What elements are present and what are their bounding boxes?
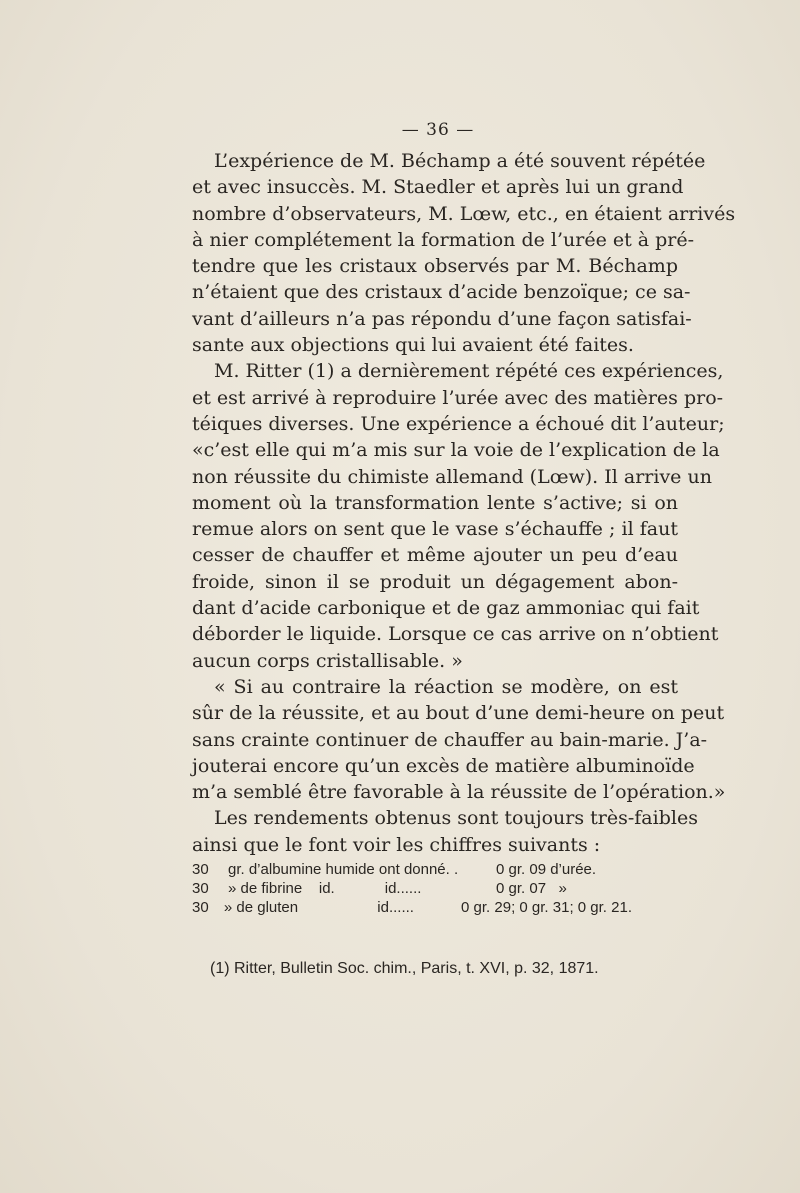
text-line: jouterai encore qu’un excès de matière albuminoïde (192, 754, 695, 777)
text-line: aucun corps cristallisable. » (192, 649, 463, 672)
table-cell-result: 0 gr. 09 d’urée. (496, 861, 597, 878)
table-cell-desc: gr. d’albumine humide ont donné. . (228, 861, 459, 878)
paragraph-2 (192, 358, 725, 674)
text-line: déborder le liquide. Lorsque ce cas arrive on n’obtient (192, 623, 719, 646)
text-line: non réussite du chimiste allemand (Lœw). Il arrive un (192, 465, 712, 488)
paragraph-4 (192, 805, 698, 858)
table-cell-qty: 30 (192, 880, 209, 897)
footnote: (1) Ritter, Bulletin Soc. chim., Paris, t. XVI, p. 32, 1871. (210, 960, 599, 977)
table-cell-result: 0 gr. 29; 0 gr. 31; 0 gr. 21. (461, 899, 632, 916)
text-line: cesser de chauffer et même ajouter un peu d’eau (192, 544, 678, 567)
table-row (192, 860, 632, 879)
text-line: ainsi que le font voir les chiffres suivants : (192, 833, 601, 856)
text-line: « Si au contraire la réaction se modère, on est (214, 675, 678, 698)
text-line: tendre que les cristaux observés par M. Béchamp (192, 255, 678, 278)
table-row (192, 879, 632, 898)
text-line: moment où la transformation lente s’active; si on (192, 491, 678, 514)
table-cell-qty: 30 (192, 861, 209, 878)
text-line: téiques diverses. Une expérience a échoué dit l’auteur; (192, 412, 725, 435)
text-line: sûr de la réussite, et au bout d’une demi-heure on peut (192, 702, 725, 725)
page-number: — 36 — (401, 120, 475, 140)
text-line: et est arrivé à reproduire l’urée avec des matières pro- (192, 386, 724, 409)
yield-table (192, 860, 632, 917)
table-cell-result: 0 gr. 07 » (496, 880, 567, 897)
table-cell-qty: 30 (192, 899, 209, 916)
text-line: Les rendements obtenus sont toujours très-faibles (214, 807, 698, 830)
text-line: n’étaient que des cristaux d’acide benzoïque; ce sa- (192, 281, 691, 304)
paragraph-3 (192, 674, 726, 805)
text-line: remue alors on sent que le vase s’échauffe ; il faut (192, 518, 678, 541)
text-line: m’a semblé être favorable à la réussite de l’opération.» (192, 781, 726, 804)
text-line: froide, sinon il se produit un dégagement abon- (192, 570, 678, 593)
paragraph-1 (192, 148, 736, 358)
text-line: dant d’acide carbonique et de gaz ammoniac qui fait (192, 597, 700, 620)
text-line: «c’est elle qui m’a mis sur la voie de l’explication de la (192, 439, 720, 462)
text-line: nombre d’observateurs, M. Lœw, etc., en étaient arrivés (192, 202, 736, 225)
text-line: vant d’ailleurs n’a pas répondu d’une façon satisfai- (192, 307, 692, 330)
table-cell-desc: » de fibrine id. id...... (228, 880, 422, 897)
text-line: et avec insuccès. M. Staedler et après lui un grand (192, 176, 684, 199)
table-cell-desc: » de gluten id...... (223, 899, 414, 916)
text-line: à nier complétement la formation de l’urée et à pré- (192, 228, 695, 251)
table-row (192, 898, 632, 917)
text-line: L’expérience de M. Béchamp a été souvent répétée (214, 150, 706, 172)
text-line: sans crainte continuer de chauffer au bain-marie. J’a- (192, 728, 708, 751)
text-line: M. Ritter (1) a dernièrement répété ces expériences, (214, 360, 724, 383)
body-text (192, 148, 736, 858)
text-line: sante aux objections qui lui avaient été faites. (192, 334, 634, 357)
